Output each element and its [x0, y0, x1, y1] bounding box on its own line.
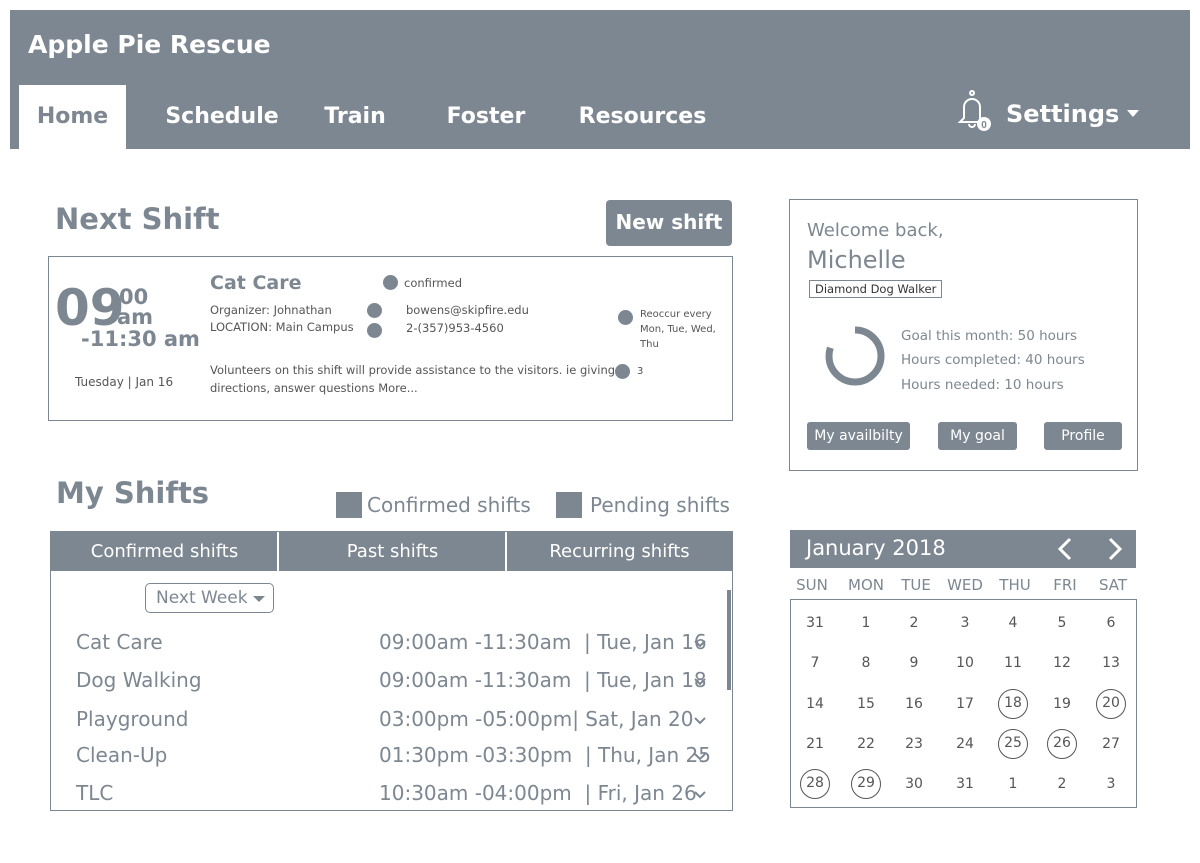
phone-icon — [367, 323, 382, 338]
description-line-1: Volunteers on this shift will provide assistance to the visitors. ie giving — [210, 363, 616, 377]
recurrence-icon — [618, 310, 633, 325]
welcome-card — [789, 199, 1138, 471]
calendar-day[interactable]: 4 — [1008, 615, 1018, 631]
shift-row[interactable] — [51, 707, 732, 737]
user-name: Michelle — [807, 246, 906, 274]
volunteers-icon — [615, 364, 630, 379]
weekday-label: FRI — [1053, 576, 1077, 594]
calendar-day[interactable]: 23 — [905, 736, 923, 752]
top-header — [10, 10, 1190, 149]
calendar-day[interactable]: 24 — [956, 736, 974, 752]
calendar-day[interactable]: 2 — [1057, 776, 1067, 792]
shift-row[interactable] — [51, 668, 732, 698]
shift-row-time: 09:00am -11:30am | Tue, Jan 18 — [379, 668, 707, 692]
shift-row-time: 10:30am -04:00pm | Fri, Jan 26 — [379, 781, 697, 805]
chevron-right-icon[interactable] — [1103, 537, 1125, 561]
shift-row-name: Playground — [76, 707, 189, 731]
start-minutes: 00 — [119, 285, 149, 309]
start-ampm: am — [117, 305, 154, 329]
progress-ring-arc — [829, 330, 881, 382]
nav-tab-home[interactable]: Home — [19, 85, 126, 149]
calendar-day[interactable]: 15 — [857, 696, 875, 712]
chevron-down-icon[interactable] — [694, 676, 706, 688]
confirmed-legend-swatch — [336, 492, 362, 518]
progress-ring — [824, 325, 886, 387]
calendar-day[interactable]: 26 — [1047, 729, 1077, 759]
calendar-day[interactable]: 29 — [851, 769, 881, 799]
phone-number: 2-(357)953-4560 — [406, 321, 504, 335]
settings-menu[interactable]: Settings — [1006, 100, 1120, 128]
calendar-day[interactable]: 30 — [905, 776, 923, 792]
next-shift-heading: Next Shift — [55, 202, 220, 236]
calendar-day[interactable]: 18 — [998, 689, 1028, 719]
calendar-day[interactable]: 16 — [905, 696, 923, 712]
weekday-label: SUN — [796, 576, 828, 594]
calendar-header — [790, 530, 1136, 568]
calendar-day[interactable]: 12 — [1053, 655, 1071, 671]
goal-line: Goal this month: 50 hours — [901, 328, 1078, 344]
calendar-day[interactable]: 13 — [1102, 655, 1120, 671]
calendar-day[interactable]: 17 — [956, 696, 974, 712]
rank-badge: Diamond Dog Walker — [809, 280, 942, 298]
confirmed-legend-label: Confirmed shifts — [367, 493, 531, 517]
description-line-2[interactable]: directions, answer questions More... — [210, 381, 418, 395]
shifts-tabbar — [51, 532, 732, 571]
next-shift-card — [48, 256, 733, 421]
shift-row[interactable] — [51, 630, 732, 660]
my-availability-button[interactable]: My availbilty — [807, 422, 910, 450]
app-title: Apple Pie Rescue — [28, 30, 271, 59]
profile-button[interactable]: Profile — [1044, 422, 1122, 450]
shift-date: Tuesday | Jan 16 — [75, 375, 174, 389]
calendar-day[interactable]: 1 — [1008, 776, 1018, 792]
nav-tab-train[interactable]: Train — [324, 104, 386, 129]
completed-line: Hours completed: 40 hours — [901, 352, 1085, 368]
shift-row-time: 01:30pm -03:30pm | Thu, Jan 25 — [379, 743, 711, 767]
chevron-down-icon[interactable] — [694, 638, 706, 650]
calendar-day[interactable]: 10 — [956, 655, 974, 671]
calendar-day[interactable]: 5 — [1057, 615, 1067, 631]
recurrence-line-1: Reoccur every — [640, 309, 712, 320]
calendar-day[interactable]: 21 — [806, 736, 824, 752]
calendar-grid — [790, 599, 1137, 808]
shift-row[interactable] — [51, 781, 732, 811]
notification-count: 0 — [981, 120, 987, 131]
recurrence-line-3: Thu — [640, 339, 659, 350]
status-text: confirmed — [404, 276, 462, 290]
calendar-month-title: January 2018 — [806, 536, 946, 560]
weekday-label: MON — [848, 576, 884, 594]
my-shifts-heading: My Shifts — [56, 476, 210, 510]
shift-row-time: 03:00pm -05:00pm| Sat, Jan 20 — [379, 707, 694, 731]
calendar-day[interactable]: 25 — [998, 729, 1028, 759]
shift-title[interactable]: Cat Care — [210, 272, 302, 294]
calendar-day[interactable]: 2 — [909, 615, 919, 631]
calendar-day[interactable]: 3 — [960, 615, 970, 631]
bell-icon[interactable] — [955, 90, 991, 134]
nav-tab-schedule[interactable]: Schedule — [165, 104, 279, 129]
email-link[interactable]: bowens@skipfire.edu — [406, 303, 529, 317]
chevron-down-icon[interactable] — [694, 715, 706, 727]
calendar-day[interactable]: 9 — [909, 655, 919, 671]
organizer: Organizer: Johnathan — [210, 303, 332, 317]
recurrence-line-2: Mon, Tue, Wed, — [640, 324, 716, 335]
calendar-day[interactable]: 31 — [806, 615, 824, 631]
chevron-down-icon[interactable] — [694, 751, 706, 763]
my-goal-button[interactable]: My goal — [938, 422, 1017, 450]
needed-line: Hours needed: 10 hours — [901, 377, 1064, 393]
calendar-day[interactable]: 20 — [1096, 689, 1126, 719]
calendar-day[interactable]: 31 — [956, 776, 974, 792]
calendar-day[interactable]: 11 — [1004, 655, 1022, 671]
end-time: -11:30 am — [81, 327, 200, 351]
weekday-label: SAT — [1098, 576, 1128, 594]
calendar-day[interactable]: 6 — [1106, 615, 1116, 631]
tab-confirmed-shifts[interactable]: Confirmed shifts — [90, 541, 239, 562]
my-shifts-panel — [50, 531, 733, 811]
location: LOCATION: Main Campus — [210, 320, 354, 334]
status-dot-icon — [383, 275, 398, 290]
calendar-day[interactable]: 7 — [810, 655, 820, 671]
calendar-day[interactable]: 3 — [1106, 776, 1116, 792]
chevron-down-icon[interactable] — [694, 789, 706, 801]
shift-row-name: Cat Care — [76, 630, 163, 654]
shift-row-name: Dog Walking — [76, 668, 202, 692]
chevron-left-icon[interactable] — [1055, 537, 1077, 561]
nav-tab-resources[interactable]: Resources — [578, 104, 707, 129]
week-filter-dropdown[interactable] — [145, 583, 274, 613]
shift-row-name: Clean-Up — [76, 743, 168, 767]
weekday-label: TUE — [901, 576, 931, 594]
shift-row[interactable] — [51, 743, 732, 773]
week-filter-value: Next Week — [156, 588, 248, 608]
calendar-day[interactable]: 27 — [1102, 736, 1120, 752]
volunteer-count: 3 — [637, 366, 644, 377]
tab-recurring-shifts[interactable]: Recurring shifts — [549, 541, 690, 562]
calendar-day[interactable]: 19 — [1053, 696, 1071, 712]
calendar-day[interactable]: 1 — [861, 615, 871, 631]
start-hour: 09 — [55, 279, 125, 337]
tab-past-shifts[interactable]: Past shifts — [346, 541, 439, 562]
weekday-label: THU — [999, 576, 1031, 594]
calendar-day[interactable]: 28 — [800, 769, 830, 799]
chevron-down-icon[interactable] — [1127, 110, 1139, 117]
shift-row-name: TLC — [76, 781, 114, 805]
chevron-down-icon — [253, 596, 265, 602]
calendar-day[interactable]: 8 — [861, 655, 871, 671]
email-icon — [367, 303, 382, 318]
shift-row-time: 09:00am -11:30am | Tue, Jan 16 — [379, 630, 707, 654]
calendar-day[interactable]: 14 — [806, 696, 824, 712]
calendar-day[interactable]: 22 — [857, 736, 875, 752]
welcome-greeting: Welcome back, — [807, 220, 944, 241]
new-shift-button[interactable]: New shift — [606, 200, 732, 246]
weekday-label: WED — [947, 576, 983, 594]
pending-legend-label: Pending shifts — [590, 493, 730, 517]
nav-tab-foster[interactable]: Foster — [446, 104, 526, 129]
pending-legend-swatch — [556, 492, 582, 518]
